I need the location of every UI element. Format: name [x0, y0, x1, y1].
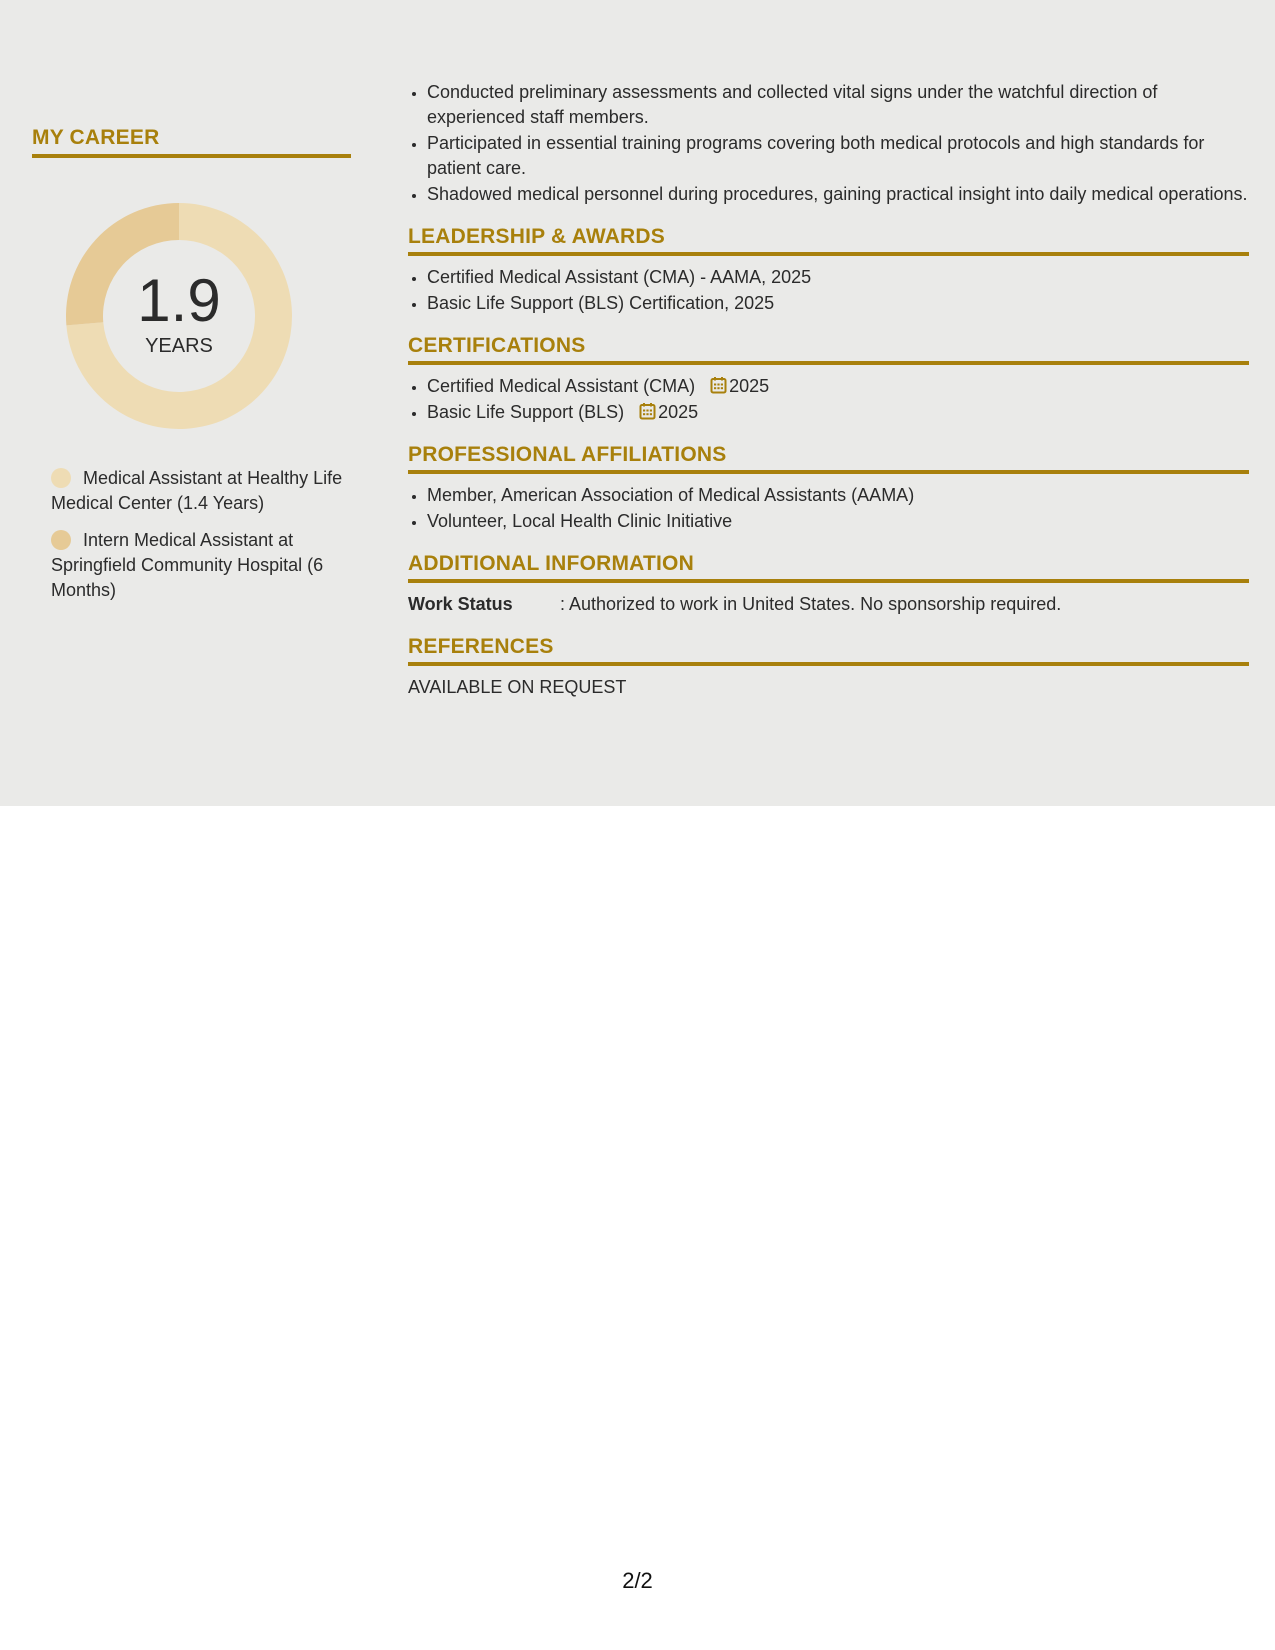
certification-name: Basic Life Support (BLS) [427, 402, 625, 422]
legend-dot [51, 530, 71, 550]
affiliations-title: PROFESSIONAL AFFILIATIONS [408, 443, 1249, 474]
affiliations-list [408, 483, 1249, 534]
leadership-item: • Certified Medical Assistant (CMA) - AAMA, 2025 [427, 265, 1249, 290]
resume-page-panel [0, 0, 1275, 806]
leadership-list [408, 265, 1249, 316]
career-donut-chart [66, 203, 292, 429]
affiliation-item: • Member, American Association of Medical Assistants (AAMA) [427, 483, 1249, 508]
total-years-unit: YEARS [145, 334, 213, 357]
legend-label: Medical Assistant at Healthy Life Medical Center (1.4 Years) [51, 468, 343, 513]
certifications-title: CERTIFICATIONS [408, 334, 1249, 365]
work-status-label: Work Status [408, 594, 513, 614]
leadership-item: • Basic Life Support (BLS) Certification, 2025 [427, 291, 1249, 316]
certification-item [427, 400, 1249, 425]
calendar-icon [639, 402, 656, 420]
work-status-value: : Authorized to work in United States. No sponsorship required. [560, 594, 1062, 614]
certification-year: 2025 [658, 402, 699, 422]
additional-info-title: ADDITIONAL INFORMATION [408, 552, 1249, 583]
certification-item [427, 374, 1249, 399]
career-title: MY CAREER [32, 126, 351, 158]
experience-bullet: • Conducted preliminary assessments and collected vital signs under the watchful direction of experienced staff members. [427, 80, 1249, 130]
legend-dot [51, 468, 71, 488]
main-column [408, 80, 1249, 700]
certifications-list [408, 374, 1249, 425]
certification-name: Certified Medical Assistant (CMA) [427, 376, 696, 396]
experience-bullet-list [408, 80, 1249, 207]
certification-year: 2025 [729, 376, 770, 396]
experience-bullet: • Shadowed medical personnel during procedures, gaining practical insight into daily medical operations. [427, 182, 1249, 207]
calendar-icon [710, 376, 727, 394]
affiliation-item: • Volunteer, Local Health Clinic Initiative [427, 509, 1249, 534]
page-number: 2/2 [622, 1568, 653, 1593]
references-title: REFERENCES [408, 635, 1249, 666]
legend-label: Intern Medical Assistant at Springfield Community Hospital (6 Months) [51, 530, 324, 600]
references-text: AVAILABLE ON REQUEST [408, 677, 627, 697]
total-years-value: 1.9 [137, 266, 221, 334]
legend-item [51, 466, 351, 516]
donut-center-label [66, 203, 292, 429]
leadership-title: LEADERSHIP & AWARDS [408, 225, 1249, 256]
career-column [32, 126, 351, 615]
work-status-row [408, 592, 1249, 617]
experience-bullet: • Participated in essential training programs covering both medical protocols and high standards for patient care. [427, 131, 1249, 181]
career-legend [51, 466, 351, 603]
legend-item [51, 528, 351, 603]
